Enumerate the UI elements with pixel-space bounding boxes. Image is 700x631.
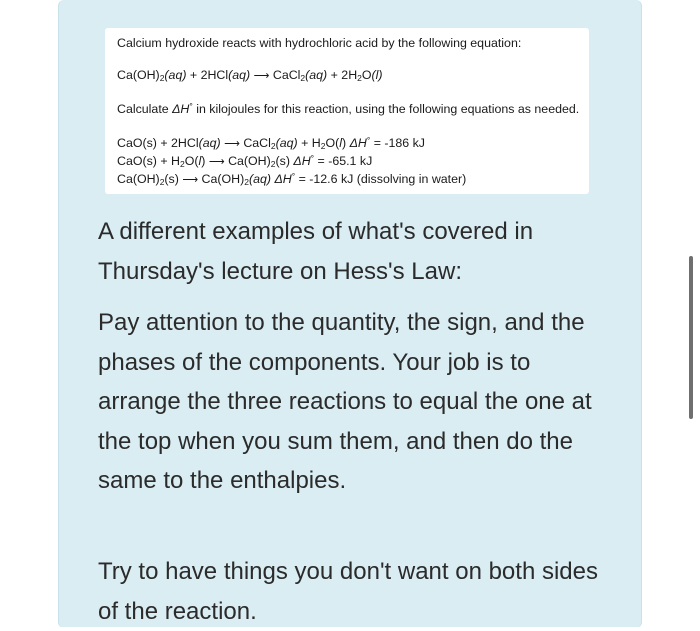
equation-3: $Ca(OH)_2(s)$ ⟶ $Ca(OH)_2(aq) \Delta H^\circ = -12.6$ kJ (dissolving in water) xyxy=(117,171,467,187)
reaction-arrow-icon: ⟶ xyxy=(182,174,199,186)
problem-instruction: Calculate ΔH° in kilojoules for this reaction, using the following equations as needed. xyxy=(117,101,580,116)
explanation-tip: Try to have things you don't want on both sides of the reaction. xyxy=(98,558,598,625)
reaction-arrow-icon: ⟶ xyxy=(253,70,270,82)
explanation-intro: A different examples of what's covered in Thursday's lecture on Hess's Law: xyxy=(98,218,534,285)
target-equation: $Ca(OH)_2(aq) + 2HCl(aq)$ ⟶ CaCl$_2$(aq) + $2H_2O(l)$ xyxy=(117,68,383,83)
reaction-arrow-icon: ⟶ xyxy=(208,156,225,168)
reaction-arrow-icon: ⟶ xyxy=(224,138,240,150)
scrollbar[interactable] xyxy=(689,256,693,419)
problem-intro: Calcium hydroxide reacts with hydrochloric acid by the following equation: xyxy=(117,36,522,50)
equation-2: $CaO(s) + H_2O(l)$ ⟶ $Ca(OH)_2(s) \Delta H^\circ = -65.1$ kJ xyxy=(117,153,373,169)
explanation-instructions: Pay attention to the quantity, the sign, and the phases of the components. Your job is to arrange the three reactions to equal the one at the top when you sum them, and then do the same to the enthalpies. xyxy=(98,309,592,494)
problem-image xyxy=(105,28,589,194)
equation-1: CaO(s) + 2HCl(aq) ⟶ CaCl$_2$(aq) + $H_2O(l) \Delta H^\circ = -186$ kJ xyxy=(117,135,426,151)
